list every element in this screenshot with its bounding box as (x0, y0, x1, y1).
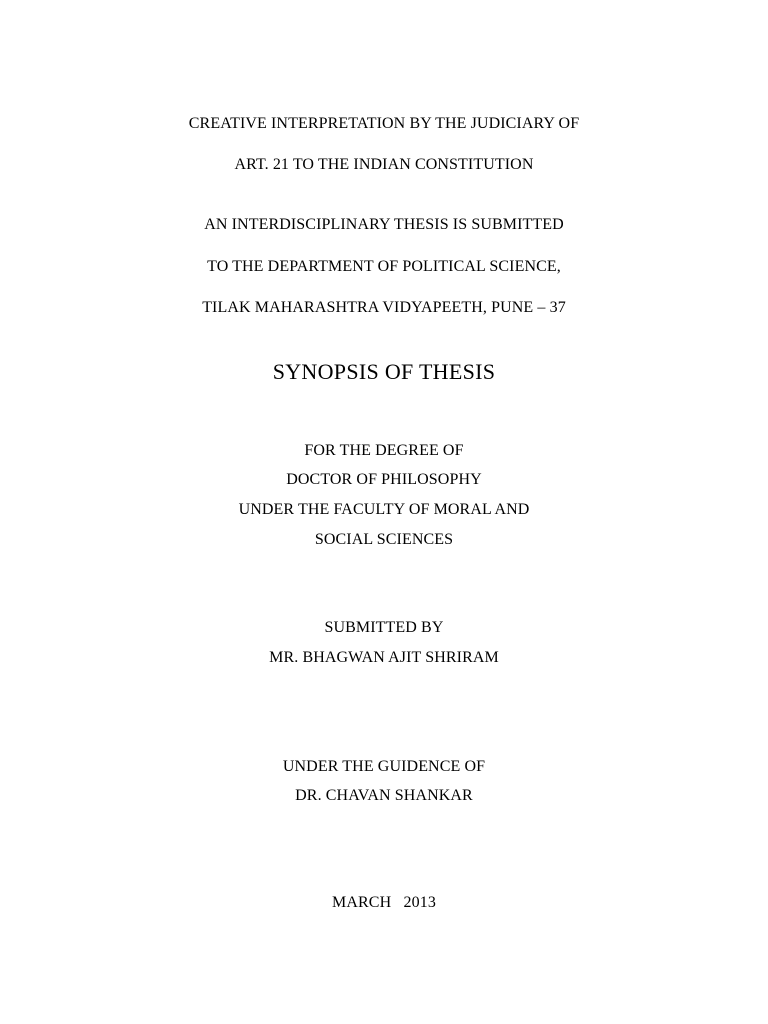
submission-date: MARCH 2013 (332, 894, 436, 911)
submission-line-2: TO THE DEPARTMENT OF POLITICAL SCIENCE, (207, 258, 561, 275)
degree-line-4: SOCIAL SCIENCES (314, 531, 454, 548)
title-line-2: ART. 21 TO THE INDIAN CONSTITUTION (234, 156, 534, 173)
submission-line-3: TILAK MAHARASHTRA VIDYAPEETH, PUNE – 37 (202, 299, 566, 316)
degree-line-1: FOR THE DEGREE OF (304, 442, 464, 459)
submitted-by-label: SUBMITTED BY (324, 619, 444, 636)
degree-line-3: UNDER THE FACULTY OF MORAL AND (238, 501, 530, 518)
submission-line-1: AN INTERDISCIPLINARY THESIS IS SUBMITTED (204, 216, 564, 233)
synopsis-heading: SYNOPSIS OF THESIS (272, 359, 496, 384)
title-line-1: CREATIVE INTERPRETATION BY THE JUDICIARY OF (188, 115, 580, 132)
guidance-label: UNDER THE GUIDENCE OF (282, 758, 486, 775)
author-name: MR. BHAGWAN AJIT SHRIRAM (269, 649, 499, 666)
degree-line-2: DOCTOR OF PHILOSOPHY (286, 471, 482, 488)
guide-name: DR. CHAVAN SHANKAR (295, 787, 473, 804)
